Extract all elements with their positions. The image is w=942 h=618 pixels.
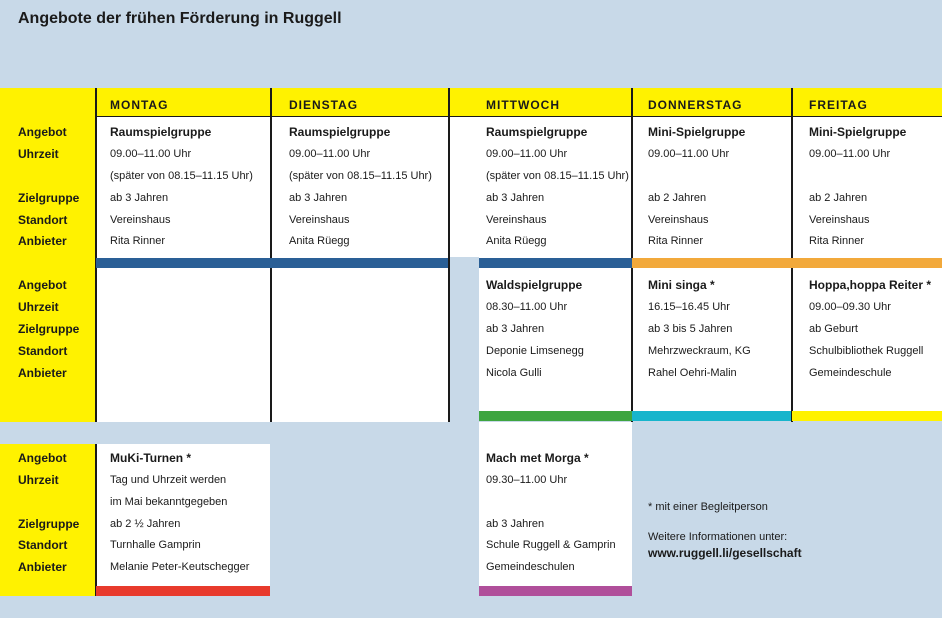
offer-place: Deponie Limsenegg [486,345,584,357]
info-url-link[interactable]: www.ruggell.li/gesellschaft [648,546,802,560]
offer-time-note: (später von 08.15–11.15 Uhr) [289,170,432,182]
info-label: Weitere Informationen unter: [648,531,788,543]
offer-time: 16.15–16.45 Uhr [648,301,730,313]
offer-time-line1: Tag und Uhrzeit werden [110,474,227,486]
offer-age: ab 3 bis 5 Jahren [648,323,733,335]
label-anbieter: Anbieter [18,366,67,380]
offer-place: Vereinshaus [809,214,870,226]
divider [448,88,450,422]
footnote: * mit einer Begleitperson [648,501,768,513]
offer-age: ab 3 Jahren [110,192,169,204]
offer-time: 09.30–11.00 Uhr [486,474,568,486]
offer-age: ab Geburt [809,323,858,335]
offer-name: Mini-Spielgruppe [809,125,907,139]
label-zielgruppe: Zielgruppe [18,191,80,205]
offer-provider: Gemeindeschule [809,367,892,379]
offer-provider: Rita Rinner [648,235,704,247]
offer-time: 09.00–09.30 Uhr [809,301,891,313]
offer-time-line2: im Mai bekanntgegeben [110,496,228,508]
offer-time: 09.00–11.00 Uhr [809,148,891,160]
offer-provider: Nicola Gulli [486,367,542,379]
divider [95,88,97,422]
offer-age: ab 2 Jahren [809,192,868,204]
offer-age: ab 3 Jahren [486,323,545,335]
bar-cyan [632,411,791,421]
offer-age: ab 3 Jahren [289,192,348,204]
label-uhrzeit: Uhrzeit [18,300,59,314]
day-thursday: DONNERSTAG [648,98,743,112]
wed-gap-cell [448,117,479,257]
offer-time: 09.00–11.00 Uhr [289,148,371,160]
divider [791,88,793,422]
day-monday: MONTAG [110,98,169,112]
offer-name: Waldspielgruppe [486,278,583,292]
offer-place: Turnhalle Gamprin [110,539,201,551]
bar-blue [479,258,632,268]
header-divider [96,116,942,117]
label-anbieter: Anbieter [18,234,67,248]
offer-provider: Rahel Oehri-Malin [648,367,737,379]
label-angebot: Angebot [18,278,67,292]
bar-yellow [792,411,942,421]
offer-time: 08.30–11.00 Uhr [486,301,568,313]
offer-name: MuKi-Turnen * [110,451,192,465]
offer-place: Schulbibliothek Ruggell [809,345,924,357]
offer-name: Hoppa,hoppa Reiter * [809,278,932,292]
label-angebot: Angebot [18,125,67,139]
label-zielgruppe: Zielgruppe [18,322,80,336]
offer-time: 09.00–11.00 Uhr [110,148,192,160]
label-zielgruppe: Zielgruppe [18,517,80,531]
bar-blue [96,258,448,268]
offer-provider: Gemeindeschulen [486,561,575,573]
offer-name: Mini singa * [648,278,715,292]
day-tuesday: DIENSTAG [289,98,359,112]
offer-place: Schule Ruggell & Gamprin [486,539,616,551]
offer-provider: Rita Rinner [809,235,865,247]
offer-name: Raumspielgruppe [486,125,588,139]
offer-place: Vereinshaus [289,214,350,226]
page-title: Angebote der frühen Förderung in Ruggell [18,10,342,27]
label-standort: Standort [18,344,68,358]
bar-green [479,411,632,421]
label-angebot: Angebot [18,451,67,465]
mon-tue-cells [96,117,448,422]
divider [631,88,633,422]
offer-place: Vereinshaus [110,214,171,226]
bar-orange [632,258,942,268]
label-anbieter: Anbieter [18,560,67,574]
offer-age: ab 3 Jahren [486,518,545,530]
day-wednesday: MITTWOCH [486,98,560,112]
offer-place: Vereinshaus [486,214,547,226]
offer-provider: Anita Rüegg [486,235,547,247]
offer-time-note: (später von 08.15–11.15 Uhr) [486,170,629,182]
offer-age: ab 2 Jahren [648,192,707,204]
day-friday: FREITAG [809,98,868,112]
offer-provider: Rita Rinner [110,235,166,247]
label-uhrzeit: Uhrzeit [18,473,59,487]
bar-purple [479,586,632,596]
offer-name: Mini-Spielgruppe [648,125,746,139]
offer-name: Mach met Morga * [486,451,589,465]
label-standort: Standort [18,213,68,227]
offer-time: 09.00–11.00 Uhr [486,148,568,160]
offer-time: 09.00–11.00 Uhr [648,148,730,160]
bar-red [96,586,270,596]
offer-place: Mehrzweckraum, KG [648,345,751,357]
offer-time-note: (später von 08.15–11.15 Uhr) [110,170,253,182]
offer-name: Raumspielgruppe [110,125,212,139]
offer-name: Raumspielgruppe [289,125,391,139]
divider [270,88,272,422]
offer-age: ab 3 Jahren [486,192,545,204]
offer-provider: Melanie Peter-Keutschegger [110,561,250,573]
label-standort: Standort [18,538,68,552]
offer-age: ab 2 ½ Jahren [110,518,181,530]
divider [95,444,97,596]
label-uhrzeit: Uhrzeit [18,147,59,161]
offer-provider: Anita Rüegg [289,235,350,247]
offer-place: Vereinshaus [648,214,709,226]
